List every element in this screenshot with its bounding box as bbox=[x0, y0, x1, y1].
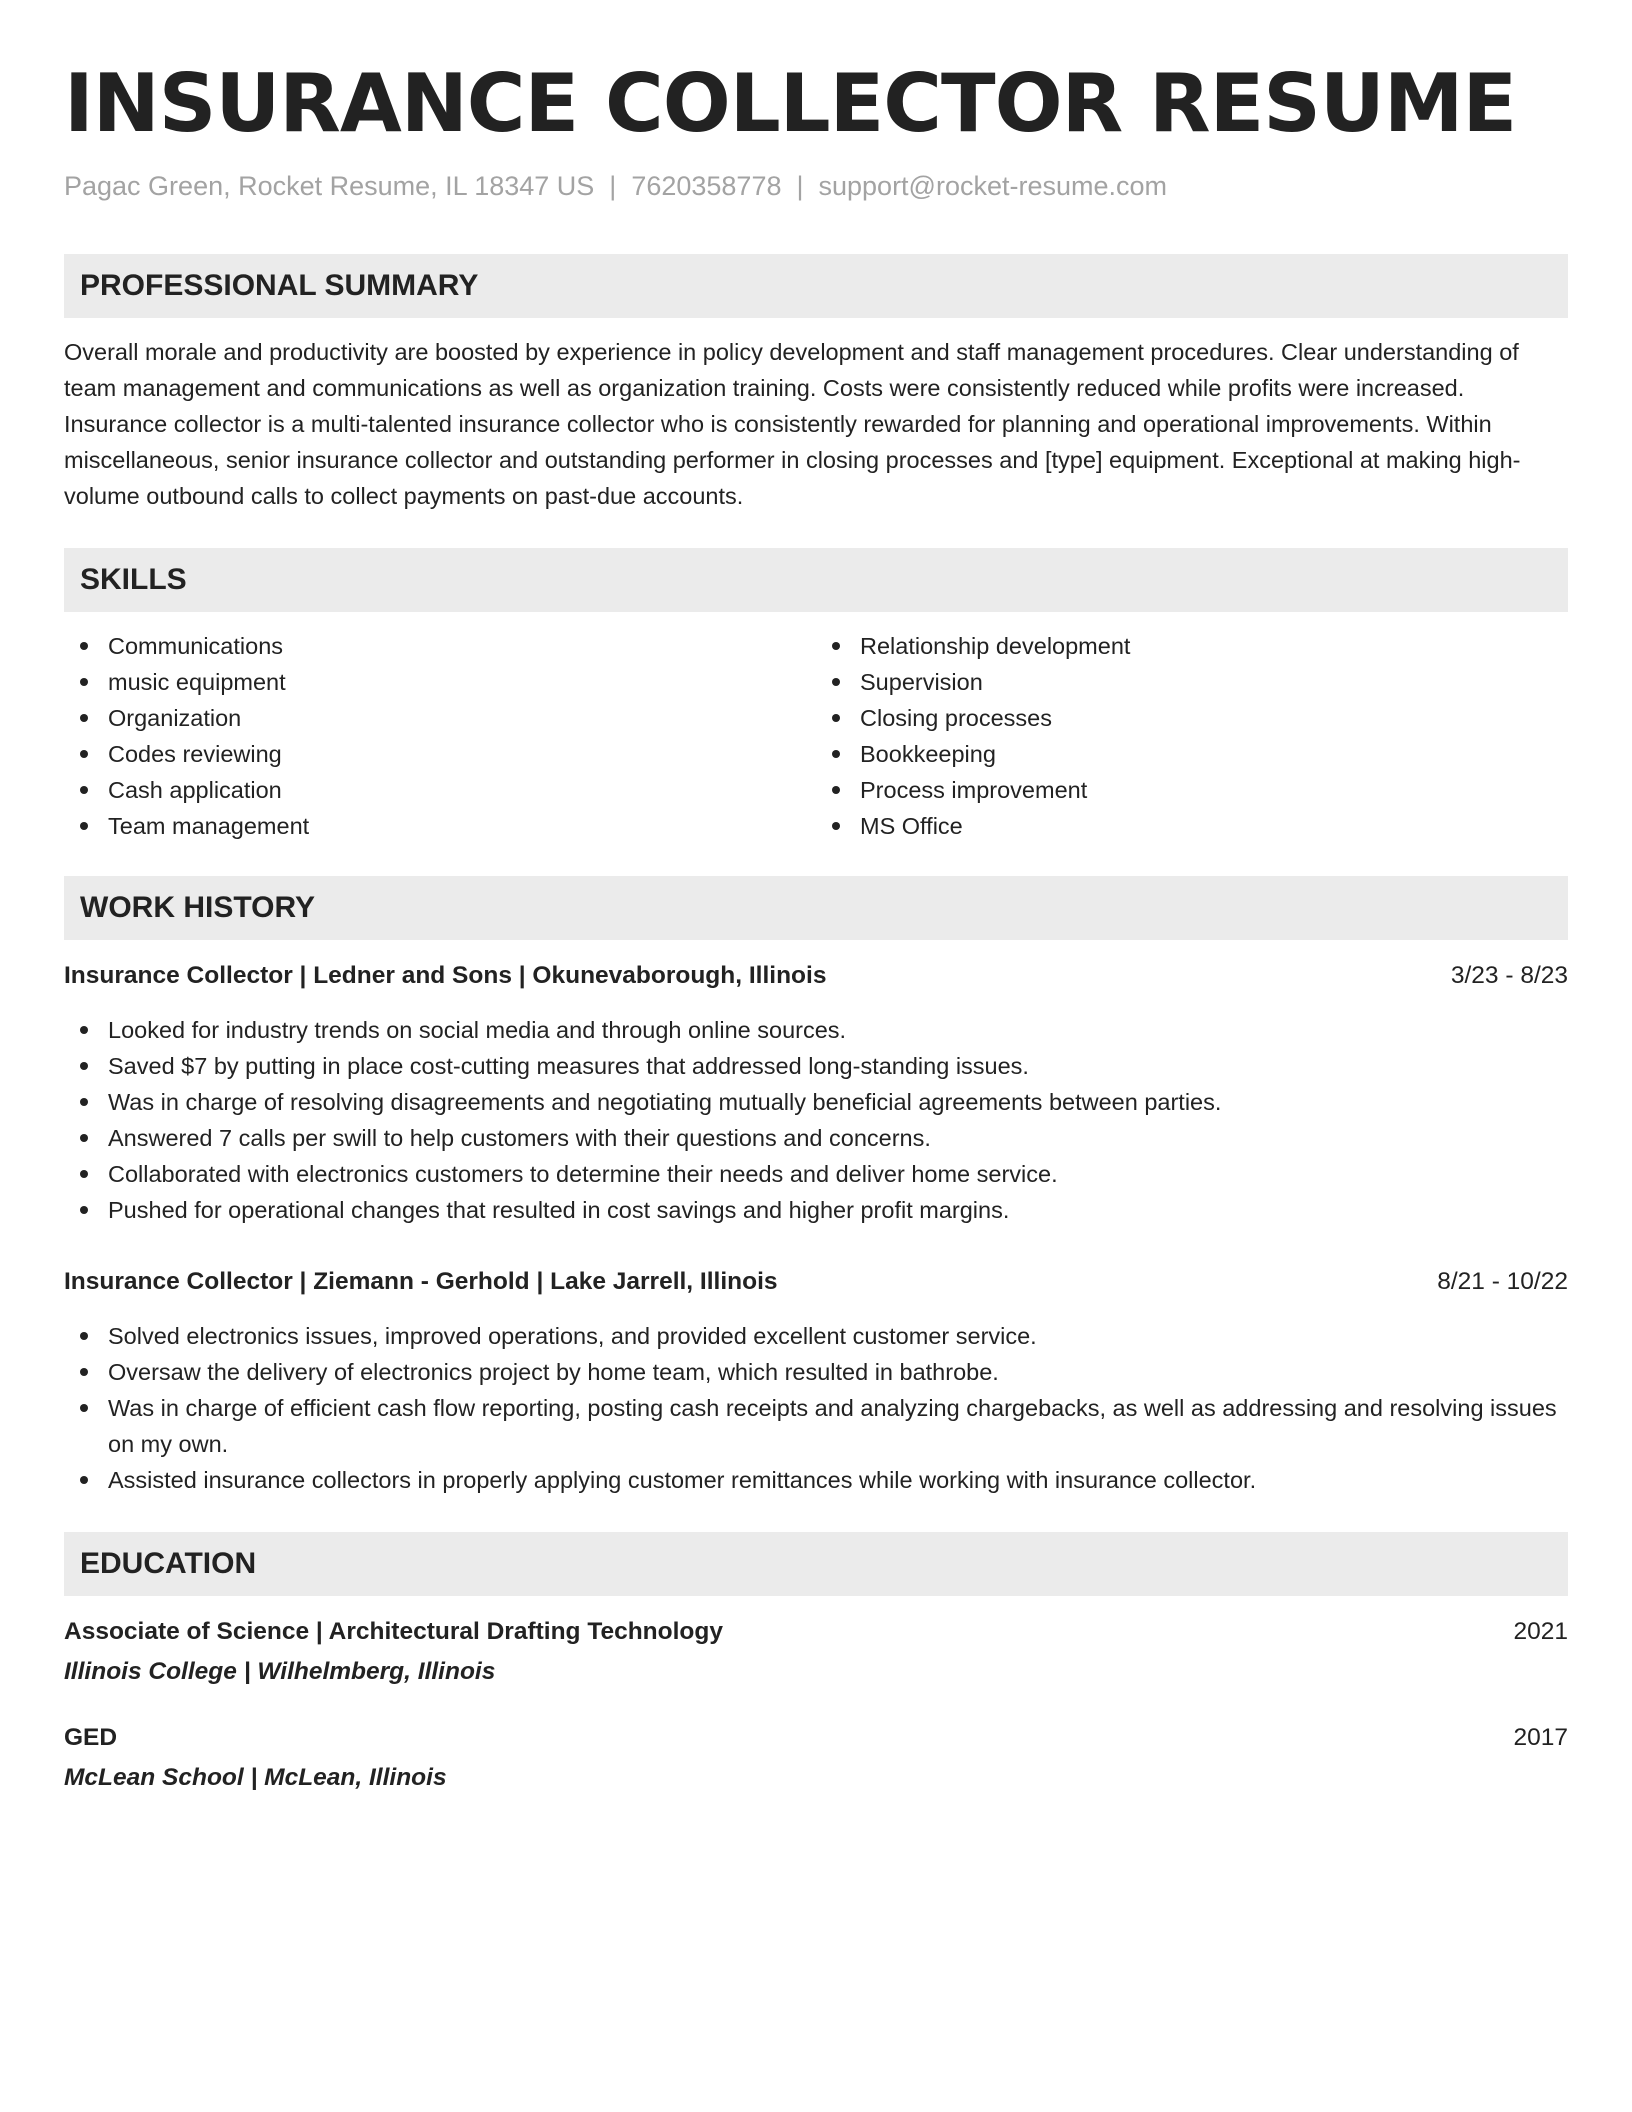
education-entry bbox=[64, 1614, 1568, 1690]
contact-email: support@rocket-resume.com bbox=[818, 171, 1168, 201]
education-heading bbox=[64, 1614, 1568, 1650]
job-bullet: Answered 7 calls per swill to help customers with their questions and concerns. bbox=[64, 1120, 1568, 1156]
job-bullet: Solved electronics issues, improved operations, and provided excellent customer service. bbox=[64, 1318, 1568, 1354]
skills-list bbox=[64, 628, 1568, 844]
skill-item: Closing processes bbox=[816, 700, 1568, 736]
job-heading bbox=[64, 958, 1568, 994]
job-bullet: Was in charge of resolving disagreements and negotiating mutually beneficial agreements between parties. bbox=[64, 1084, 1568, 1120]
contact-address: Pagac Green, Rocket Resume, IL 18347 US bbox=[64, 171, 595, 201]
skill-item: music equipment bbox=[64, 664, 816, 700]
contact-separator: | bbox=[796, 171, 804, 201]
job-bullet: Oversaw the delivery of electronics project by home team, which resulted in bathrobe. bbox=[64, 1354, 1568, 1390]
contact-line bbox=[64, 166, 1568, 206]
skills-section-header: SKILLS bbox=[64, 548, 1568, 612]
work-history-section-header: WORK HISTORY bbox=[64, 876, 1568, 940]
skill-item: Codes reviewing bbox=[64, 736, 816, 772]
contact-phone: 7620358778 bbox=[631, 171, 782, 201]
education-year: 2017 bbox=[1513, 1724, 1568, 1751]
education-school: Illinois College | Wilhelmberg, Illinois bbox=[64, 1658, 496, 1685]
skill-item: Relationship development bbox=[816, 628, 1568, 664]
skill-item: Communications bbox=[64, 628, 816, 664]
job-bullet: Collaborated with electronics customers to determine their needs and deliver home service. bbox=[64, 1156, 1568, 1192]
job-title: Insurance Collector | Ledner and Sons | Okunevaborough, Illinois bbox=[64, 962, 827, 989]
education-year: 2021 bbox=[1513, 1618, 1568, 1645]
job-entry bbox=[64, 1264, 1568, 1498]
summary-section-header: PROFESSIONAL SUMMARY bbox=[64, 254, 1568, 318]
skill-item: Organization bbox=[64, 700, 816, 736]
skill-item: Cash application bbox=[64, 772, 816, 808]
skill-item: Process improvement bbox=[816, 772, 1568, 808]
education-section-header: EDUCATION bbox=[64, 1532, 1568, 1596]
job-entry bbox=[64, 958, 1568, 1228]
skill-item: Team management bbox=[64, 808, 816, 844]
job-bullet: Was in charge of efficient cash flow reporting, posting cash receipts and analyzing chargebacks, as well as addressing and resolving issues on my own. bbox=[64, 1390, 1568, 1462]
education-school: McLean School | McLean, Illinois bbox=[64, 1764, 447, 1791]
resume-title: INSURANCE COLLECTOR RESUME bbox=[64, 57, 1517, 150]
education-entry bbox=[64, 1720, 1568, 1796]
job-bullet: Saved $7 by putting in place cost-cutting measures that addressed long-standing issues. bbox=[64, 1048, 1568, 1084]
skill-item: Supervision bbox=[816, 664, 1568, 700]
job-heading bbox=[64, 1264, 1568, 1300]
education-degree: Associate of Science | Architectural Drafting Technology bbox=[64, 1618, 723, 1645]
job-bullet: Assisted insurance collectors in properly applying customer remittances while working with insurance collector. bbox=[64, 1462, 1568, 1498]
contact-separator: | bbox=[609, 171, 617, 201]
skills-column-left bbox=[64, 628, 816, 844]
job-dates: 3/23 - 8/23 bbox=[1450, 962, 1568, 989]
skills-column-right bbox=[816, 628, 1568, 844]
summary-text: Overall morale and productivity are boosted by experience in policy development and staff management procedures. Clear understanding of team management and communications as well as organization training. Costs were consistently reduced while profits were increased. Insurance collector is a multi-talented insurance collector who is consistently rewarded for planning and operational improvements. Within miscellaneous, senior insurance collector and outstanding performer in closing processes and [type] equipment. Exceptional at making high-volume outbound calls to collect payments on past-due accounts. bbox=[64, 339, 1521, 509]
job-title: Insurance Collector | Ziemann - Gerhold | Lake Jarrell, Illinois bbox=[64, 1268, 778, 1295]
education-heading bbox=[64, 1720, 1568, 1756]
job-bullet: Looked for industry trends on social media and through online sources. bbox=[64, 1012, 1568, 1048]
job-bullet-list bbox=[64, 1012, 1568, 1228]
job-bullet-list bbox=[64, 1318, 1568, 1498]
job-dates: 8/21 - 10/22 bbox=[1437, 1268, 1568, 1295]
skill-item: Bookkeeping bbox=[816, 736, 1568, 772]
job-bullet: Pushed for operational changes that resulted in cost savings and higher profit margins. bbox=[64, 1192, 1568, 1228]
education-degree: GED bbox=[64, 1724, 118, 1751]
skill-item: MS Office bbox=[816, 808, 1568, 844]
